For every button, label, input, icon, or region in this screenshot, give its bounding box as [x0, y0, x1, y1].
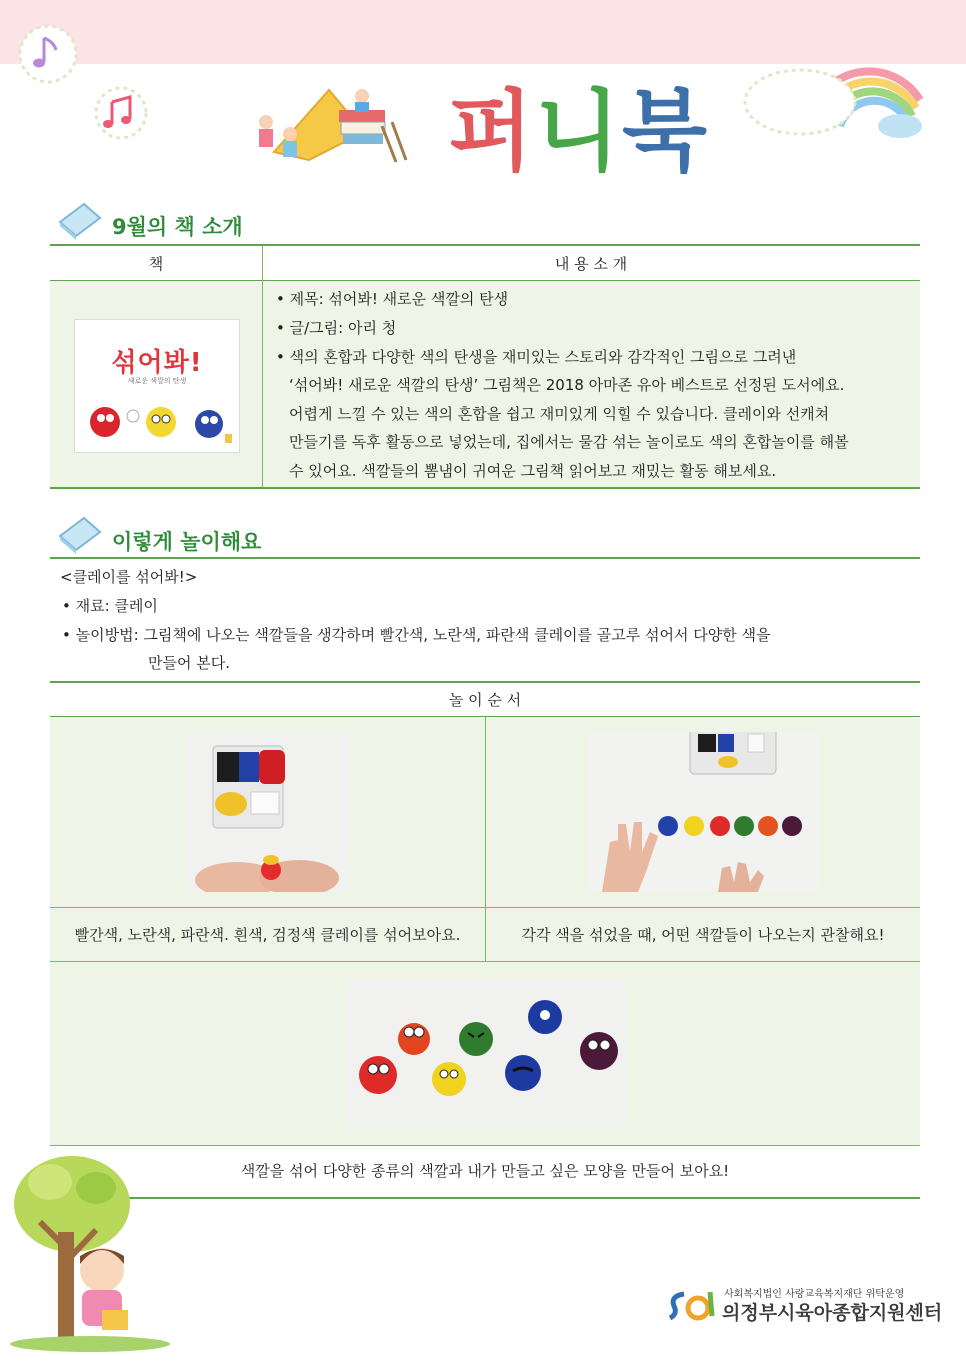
girl-reading-tree-illustration: [10, 1152, 170, 1352]
title-part-2: 니: [535, 80, 623, 183]
book-icon: [56, 514, 102, 554]
activity-name: <클레이를 섞어봐!>: [60, 568, 198, 586]
book-item-title: • 제목: 섞어봐! 새로운 색깔의 탄생: [276, 290, 509, 308]
music-note-icon: [16, 22, 80, 86]
order-row-line: [50, 907, 920, 908]
footer-org-small: 사회복지법인 사랑교육복지재단 위탁운영: [724, 1289, 905, 1300]
book-table-bottom-line: [50, 487, 920, 489]
order-table-bottom-line: [50, 1197, 920, 1199]
title-part-3: 북: [622, 80, 710, 183]
activity-materials: • 재료: 클레이: [62, 597, 158, 615]
title-part-1: 퍼: [448, 80, 536, 183]
play-section-title: 이렇게 놀이해요: [112, 530, 262, 554]
music-notes-icon: [92, 84, 150, 142]
activity-method: • 놀이방법: 그림책에 나오는 색깔들을 생각하며 빨간색, 노란색, 파란색 클레이를 골고루 섞어서 다양한 색을: [62, 626, 771, 644]
book-section-title: 9월의 책 소개: [112, 215, 243, 239]
book-cover-image: [74, 319, 240, 453]
color-observation-photo: [588, 732, 818, 892]
book-description-line: ‘섞어봐! 새로운 색깔의 탄생’ 그림책은 2018 아마존 유아 베스트로 선정된 도서에요.: [289, 376, 845, 394]
activity-method-cont: 만들어 본다.: [148, 654, 230, 672]
kids-reading-illustration: [244, 82, 414, 164]
order-row-line: [50, 961, 920, 962]
book-item-summary: • 색의 혼합과 다양한 색의 탄생을 재미있는 스토리와 감각적인 그림으로 그려낸: [276, 348, 797, 366]
step3-caption: 색깔을 섞어 다양한 종류의 색깔과 내가 만들고 싶은 모양을 만들어 보아요!: [240, 1162, 730, 1180]
order-table-top-line: [50, 681, 920, 683]
footer-org-name: 의정부시육아종합지원센터: [722, 1302, 943, 1324]
book-description-line: 수 있어요. 색깔들의 뽐냄이 귀여운 그림책 읽어보고 재밌는 활동 해보세요.: [289, 462, 777, 480]
book-description-line: 만들기를 독후 활동으로 넣었는데, 집에서는 물감 섞는 놀이로도 색의 혼합놀이를 해볼: [289, 433, 849, 451]
book-cover-subtitle: 새로운 색깔의 탄생: [127, 377, 187, 385]
clay-faces-photo: [346, 979, 626, 1127]
play-section-line: [50, 557, 920, 559]
book-icon: [56, 200, 102, 240]
page-title: [448, 82, 709, 182]
order-header: 놀 이 순 서: [448, 691, 522, 709]
book-cover-title: 섞어봐!: [111, 348, 203, 378]
order-row-line: [50, 1145, 920, 1146]
step1-caption: 빨간색, 노란색, 파란색. 흰색, 검정색 클레이를 섞어보아요.: [74, 926, 461, 944]
step2-caption: 각각 색을 섞었을 때, 어떤 색깔들이 나오는지 관찰해요!: [521, 926, 885, 944]
clay-mixing-photo: [187, 732, 349, 892]
rainbow-cloud-icon: [740, 30, 930, 140]
col-header-content: 내 용 소 개: [554, 255, 628, 273]
book-item-author: • 글/그림: 아리 청: [276, 319, 397, 337]
book-table-top-line: [50, 244, 920, 246]
book-description-line: 어렵게 느낄 수 있는 색의 혼합을 쉽고 재미있게 익힐 수 있습니다. 클레이와 선캐쳐: [289, 405, 830, 423]
book-table-divider: [262, 246, 263, 487]
center-logo-icon: [666, 1286, 722, 1322]
col-header-book: 책: [148, 255, 164, 273]
